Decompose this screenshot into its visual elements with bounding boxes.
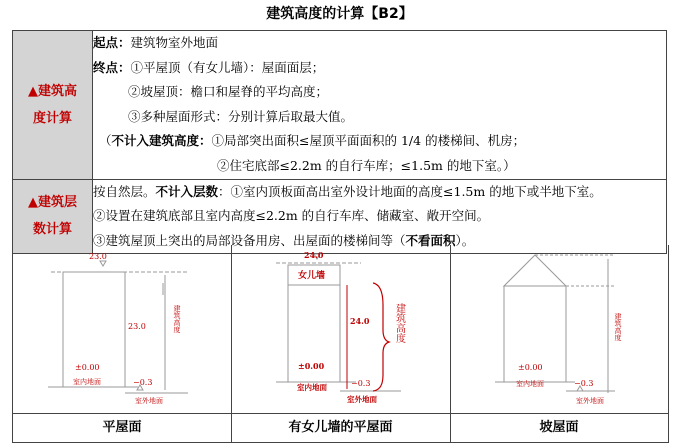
caption-row bbox=[12, 413, 669, 443]
triangle-mark-icon: ▲ bbox=[27, 195, 38, 211]
parapet-height-value: 24.0 bbox=[350, 316, 370, 326]
triangle-mark-icon: ▲ bbox=[27, 83, 38, 99]
slope-indoor-label: 室内地面 bbox=[516, 380, 544, 388]
floor-line3-text: ③建筑屋顶上突出的局部设备用房、出屋面的楼梯间等（ bbox=[93, 232, 406, 248]
slope-height-label: 建筑高度 bbox=[614, 313, 622, 341]
height-header-line1: 建筑高 bbox=[37, 83, 77, 99]
exclude-line-1 bbox=[93, 129, 666, 154]
parapet-outdoor-label: 室外地面 bbox=[347, 395, 377, 404]
exclude-item-1: ①局部突出面积≤屋顶平面面积的 1/4 的楼梯间、机房； bbox=[211, 133, 526, 149]
end-item-1: ①平屋顶（有女儿墙）：屋面面层； bbox=[130, 59, 325, 75]
floor-line-1 bbox=[93, 180, 666, 205]
parapet-roof-panel bbox=[231, 245, 451, 413]
height-brace-icon bbox=[373, 283, 389, 391]
flat-roof-panel bbox=[13, 245, 232, 413]
floor-line1-rest: ：①室内顶板面高出室外设计地面的高度≤1.5m 的地下或半地下室。 bbox=[218, 183, 602, 199]
flat-indoor-label: 室内地面 bbox=[73, 378, 101, 386]
caption-parapet-roof: 有女儿墙的平屋面 bbox=[231, 414, 451, 442]
height-rule-content bbox=[93, 31, 667, 180]
floor-line-2: ②设置在建筑底部且室内高度≤2.2m 的自行车库、储藏室、敞开空间。 bbox=[93, 208, 490, 224]
parapet-indoor-label: 室内地面 bbox=[297, 383, 327, 392]
start-point-line bbox=[93, 31, 666, 56]
floor-line3-bold: 不看面积 bbox=[405, 232, 456, 248]
floor-line1-text: 按自然层。 bbox=[93, 183, 156, 199]
page-title: 建筑高度的计算【B2】 bbox=[266, 6, 413, 22]
start-text: 建筑物室外地面 bbox=[130, 35, 219, 50]
sloped-roof-diagram bbox=[450, 245, 668, 413]
exclude-label: 不计入建筑高度： bbox=[111, 133, 212, 149]
flat-height-label: 建筑高度 bbox=[173, 305, 181, 333]
start-label: 起点： bbox=[93, 35, 131, 50]
floor-rule-row bbox=[13, 179, 667, 254]
exclude-item-2: ②住宅底部≤2.2m 的自行车库；≤1.5m 的地下室。） bbox=[217, 157, 516, 173]
flat-top-level: 23.0 bbox=[89, 252, 107, 261]
rules-table bbox=[12, 30, 667, 254]
parapet-wall-label: 女儿墙 bbox=[298, 271, 326, 281]
floor-header-line1: 建筑层 bbox=[37, 195, 77, 211]
end-label: 终点： bbox=[93, 59, 131, 75]
parapet-height-label: 建筑高度 bbox=[393, 303, 405, 343]
floor-rule-content bbox=[93, 179, 667, 254]
end-point-line bbox=[93, 56, 666, 81]
flat-height-value: 23.0 bbox=[128, 322, 146, 331]
parapet-roof-diagram bbox=[231, 245, 450, 413]
height-rule-header bbox=[13, 31, 93, 180]
caption-sloped-roof: 坡屋面 bbox=[539, 420, 579, 435]
parapet-outdoor-level: −0.3 bbox=[351, 379, 371, 388]
floor-header-line2: 数计算 bbox=[32, 222, 72, 238]
exclude-prefix: （ bbox=[99, 133, 112, 149]
diagram-row bbox=[12, 245, 669, 414]
parapet-top-level: 24.0 bbox=[304, 250, 324, 260]
height-header-line2: 度计算 bbox=[32, 110, 72, 126]
floor-rule-header bbox=[13, 179, 93, 254]
height-rule-row bbox=[13, 31, 667, 180]
flat-outdoor-level: −0.3 bbox=[133, 378, 153, 387]
flat-roof-diagram bbox=[13, 245, 231, 413]
parapet-indoor-level: ±0.00 bbox=[298, 361, 325, 371]
slope-indoor-level: ±0.00 bbox=[518, 363, 543, 372]
slope-outdoor-level: −0.3 bbox=[574, 379, 594, 388]
caption-flat-roof: 平屋面 bbox=[13, 414, 232, 442]
flat-outdoor-label: 室外地面 bbox=[135, 397, 163, 405]
floor-line1-label: 不计入层数 bbox=[155, 183, 219, 199]
slope-outdoor-label: 室外地面 bbox=[576, 397, 604, 405]
floor-line3-end: ）。 bbox=[455, 232, 475, 248]
flat-indoor-level: ±0.00 bbox=[75, 363, 100, 372]
sloped-roof-panel bbox=[450, 245, 668, 413]
end-item-2: ②坡屋顶：檐口和屋脊的平均高度； bbox=[128, 84, 329, 100]
end-item-3: ③多种屋面形式：分别计算后取最大值。 bbox=[128, 108, 354, 124]
